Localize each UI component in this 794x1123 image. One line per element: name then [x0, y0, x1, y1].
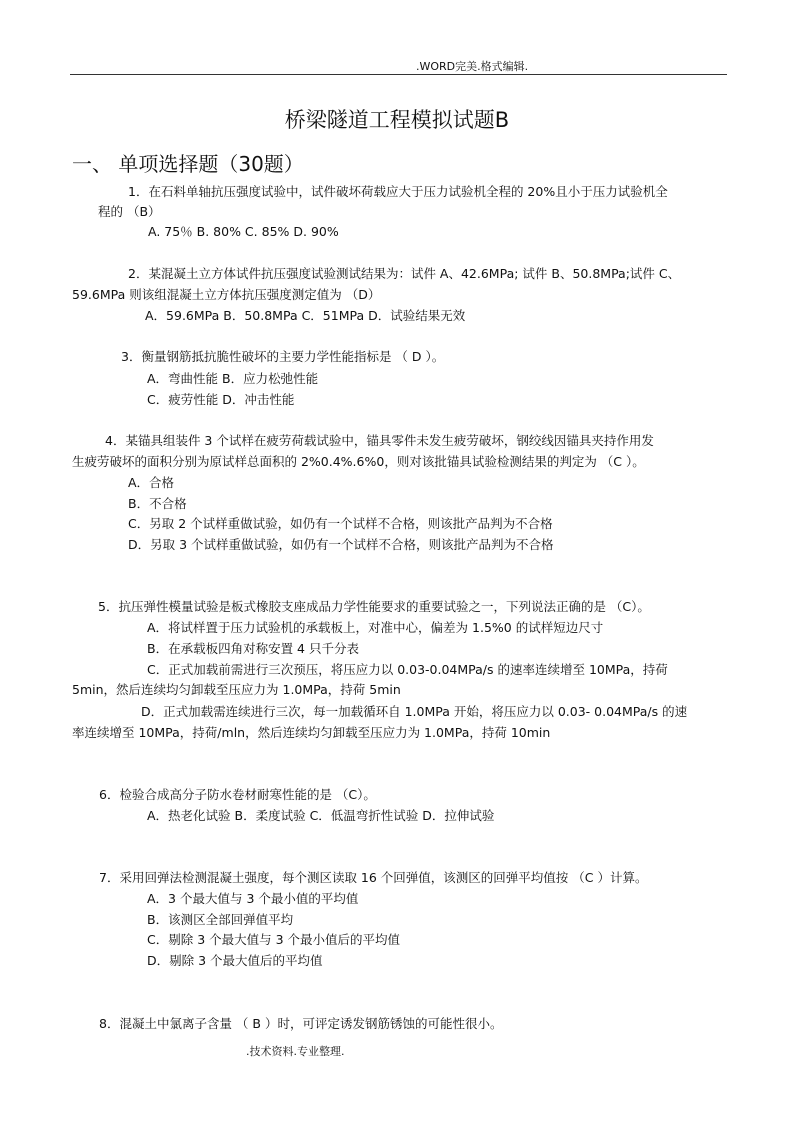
question-4-option-a: A．合格 — [128, 475, 175, 490]
question-7-option-a: A．3 个最大值与 3 个最小值的平均值 — [147, 891, 359, 906]
question-3-option-row-2: C．疲劳性能 D．冲击性能 — [147, 392, 295, 407]
page-footer: .技术资料.专业整理. — [246, 1045, 345, 1058]
question-5-option-b: B．在承载板四角对称安置 4 只千分表 — [147, 641, 359, 656]
question-7-option-c: C．剔除 3 个最大值与 3 个最小值后的平均值 — [147, 932, 401, 947]
question-5-option-d-line-1: D．正式加载需连续进行三次，每一加载循环自 1.0MPa 开始，将压应力以 0.03- 0.04MPa/s 的速 — [141, 704, 688, 719]
question-5-option-a: A．将试样置于压力试验机的承载板上，对准中心，偏差为 1.5%0 的试样短边尺寸 — [147, 620, 604, 635]
header-rule — [70, 74, 727, 75]
question-5-option-c-line-2: 5min，然后连续均匀卸载至压应力为 1.0MPa，持荷 5min — [72, 682, 401, 697]
question-2-line-2: 59.6MPa 则该组混凝土立方体抗压强度测定值为 （D） — [72, 287, 381, 302]
question-2-options: A．59.6MPa B．50.8MPa C．51MPa D．试验结果无效 — [145, 308, 466, 323]
question-4-option-c: C．另取 2 个试样重做试验，如仍有一个试样不合格，则该批产品判为不合格 — [128, 516, 553, 531]
question-8-line-1: 8．混凝土中氯离子含量 （ B ）时，可评定诱发钢筋锈蚀的可能性很小。 — [99, 1016, 503, 1031]
question-4-option-d: D．另取 3 个试样重做试验，如仍有一个试样不合格，则该批产品判为不合格 — [128, 537, 554, 552]
question-6-line-1: 6．检验合成高分子防水卷材耐寒性能的是 （C）。 — [99, 787, 376, 802]
page-header: .WORD完美.格式编辑. — [416, 60, 529, 73]
question-5-option-d-line-2: 率连续增至 10MPa，持荷/mln，然后连续均匀卸载至压应力为 1.0MPa，持荷 10min — [72, 725, 551, 740]
question-1-line-2: 程的 （B） — [98, 204, 161, 219]
question-7-option-d: D．剔除 3 个最大值后的平均值 — [147, 953, 323, 968]
question-6-options: A．热老化试验 B．柔度试验 C．低温弯折性试验 D．拉伸试验 — [147, 808, 495, 823]
question-2-line-1: 2．某混凝土立方体试件抗压强度试验测试结果为：试件 A、42.6MPa; 试件 B、50.8MPa;试件 C、 — [128, 266, 681, 281]
question-4-line-2: 生疲劳破坏的面积分别为原试样总面积的 2%0.4%.6%0，则对该批锚具试验检测结果的判定为 （C ）。 — [72, 454, 645, 469]
question-4-line-1: 4．某锚具组装件 3 个试样在疲劳荷载试验中，锚具零件未发生疲劳破坏，钢绞线因锚具夹持作用发 — [105, 433, 654, 448]
question-3-line-1: 3．衡量钢筋抵抗脆性破坏的主要力学性能指标是 （ D ）。 — [121, 349, 445, 364]
section-heading: 一、 单项选择题（30题） — [72, 152, 304, 176]
question-7-line-1: 7．采用回弹法检测混凝土强度，每个测区读取 16 个回弹值，该测区的回弹平均值按 （C ）计算。 — [99, 870, 648, 885]
page-title: 桥梁隧道工程模拟试题B — [284, 108, 510, 132]
question-3-option-row-1: A．弯曲性能 B．应力松弛性能 — [147, 371, 319, 386]
question-4-option-b: B．不合格 — [128, 496, 187, 511]
question-7-option-b: B．该测区全部回弹值平均 — [147, 912, 294, 927]
question-5-option-c-line-1: C．正式加载前需进行三次预压，将压应力以 0.03-0.04MPa/s 的速率连续增至 10MPa，持荷 — [147, 662, 668, 677]
question-1-line-1: 1．在石料单轴抗压强度试验中，试件破坏荷载应大于压力试验机全程的 20%且小于压力试验机全 — [128, 184, 668, 199]
question-1-options: A. 75％ B. 80% C. 85% D. 90% — [148, 224, 339, 239]
question-5-line-1: 5．抗压弹性模量试验是板式橡胶支座成品力学性能要求的重要试验之一，下列说法正确的是 （C）。 — [98, 599, 650, 614]
